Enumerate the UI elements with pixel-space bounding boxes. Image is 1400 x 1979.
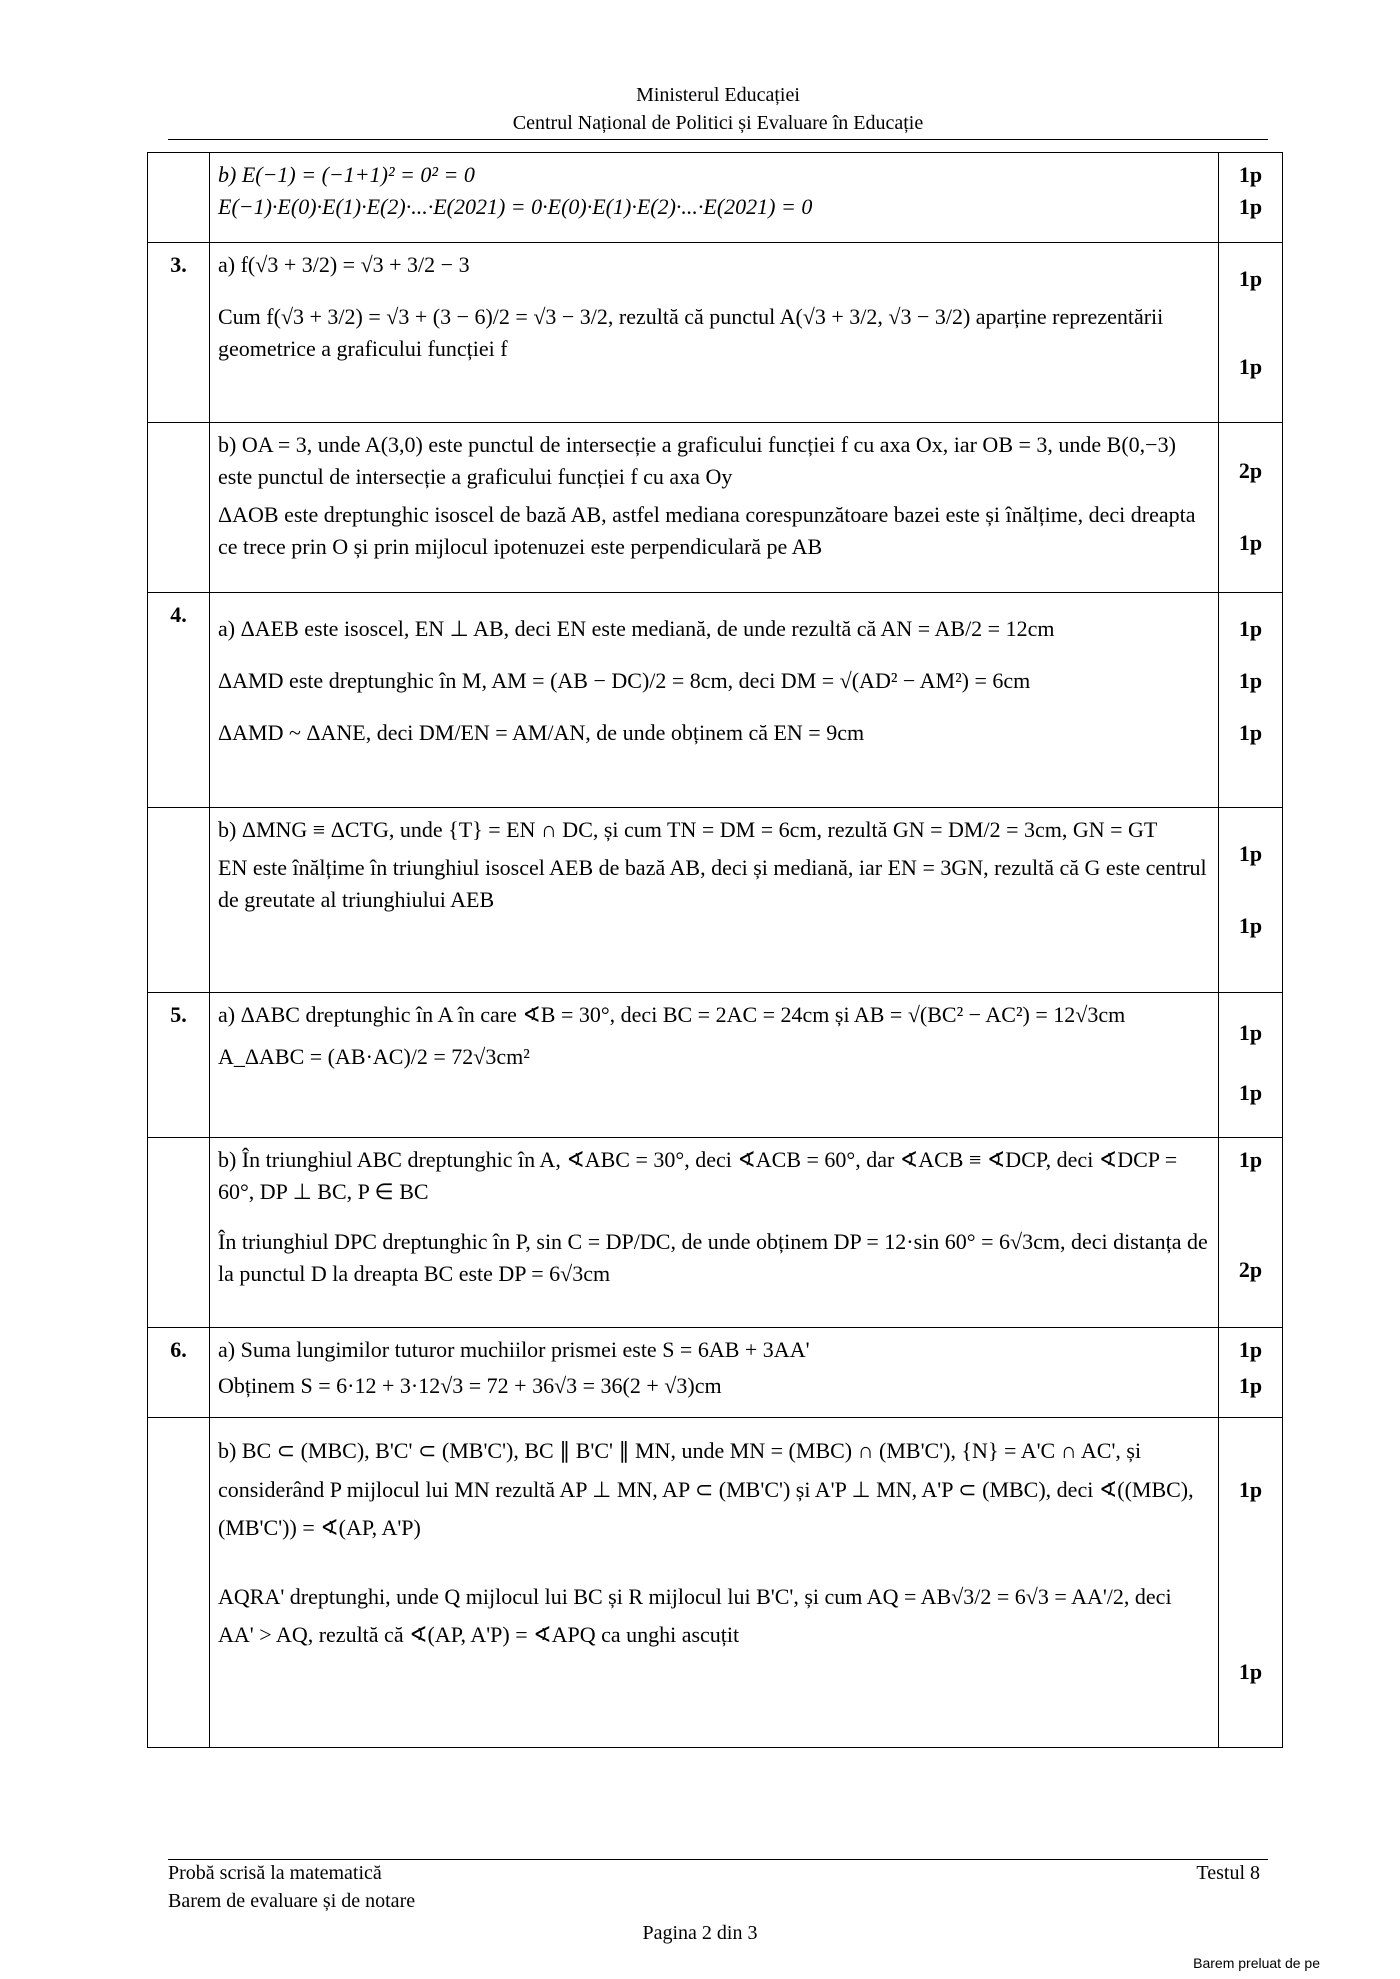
item-number bbox=[148, 808, 210, 993]
table-row bbox=[148, 1418, 1283, 1748]
item-number: 3. bbox=[148, 243, 210, 423]
points-value: 1p bbox=[1238, 667, 1263, 693]
points-value: 1p bbox=[1238, 841, 1263, 866]
solution-cell bbox=[210, 243, 1219, 423]
points-cell bbox=[1219, 1328, 1283, 1418]
solution-line: a) f(√3 + 3/2) = √3 + 3/2 − 3 bbox=[218, 252, 470, 277]
solution-line: a) ΔABC dreptunghic în A în care ∢B = 30°, deci BC = 2AC = 24cm și AB = √(BC² − AC²) = 12√3cm bbox=[218, 1002, 1126, 1027]
solution-cell bbox=[210, 993, 1219, 1138]
solution-cell bbox=[210, 808, 1219, 993]
points-cell bbox=[1219, 243, 1283, 423]
points-value: 1p bbox=[1238, 162, 1263, 187]
points-cell bbox=[1219, 1418, 1283, 1748]
solution-line: ΔAMD ~ ΔANE, deci DM/EN = AM/AN, de unde obținem că EN = 9cm bbox=[218, 719, 865, 745]
solution-cell bbox=[210, 593, 1219, 808]
footer-exam-name: Probă scrisă la matematică bbox=[168, 1862, 382, 1884]
solution-line: În triunghiul DPC dreptunghic în P, sin C = DP/DC, de unde obținem DP = 12·sin 60° = 6√3cm, deci distanța de la punctul D la dreapta BC este DP = 6√3cm bbox=[218, 1228, 1208, 1286]
solution-cell bbox=[210, 1418, 1219, 1748]
solution-line: EN este înălțime în triunghiul isoscel AEB de bază AB, deci și mediană, iar EN = 3GN, rezultă că G este centrul de greutate al triunghiului AEB bbox=[218, 854, 1207, 912]
item-number: 5. bbox=[148, 993, 210, 1138]
points-cell bbox=[1219, 423, 1283, 593]
header-ministry: Ministerul Educației bbox=[636, 84, 800, 106]
item-number bbox=[148, 153, 210, 243]
header-divider bbox=[168, 139, 1268, 140]
table-row bbox=[148, 1328, 1283, 1418]
solution-line: b) ΔMNG ≡ ΔCTG, unde {T} = EN ∩ DC, și cum TN = DM = 6cm, rezultă GN = DM/2 = 3cm, GN = GT bbox=[218, 817, 1158, 842]
solution-line: ΔAOB este dreptunghic isoscel de bază AB, astfel mediana corespunzătoare bazei este și înălțime, deci dreapta ce trece prin O și prin mijlocul ipotenuzei este perpendiculară pe AB bbox=[218, 501, 1196, 559]
points-value: 1p bbox=[1238, 266, 1263, 291]
solution-line: Cum f(√3 + 3/2) = √3 + (3 − 6)/2 = √3 − 3/2, rezultă că punctul A(√3 + 3/2, √3 − 3/2) aparține reprezentării geometrice a graficului funcției f bbox=[218, 303, 1164, 361]
page-number: Pagina 2 din 3 bbox=[642, 1922, 758, 1944]
points-value: 1p bbox=[1238, 1020, 1263, 1045]
table-row bbox=[148, 1138, 1283, 1328]
points-value: 1p bbox=[1238, 616, 1263, 641]
points-value: 1p bbox=[1238, 1658, 1263, 1684]
footer-barem-label: Barem de evaluare și de notare bbox=[168, 1890, 416, 1912]
table-row bbox=[148, 243, 1283, 423]
item-number: 6. bbox=[148, 1328, 210, 1418]
points-cell bbox=[1219, 153, 1283, 243]
solution-line: E(−1)·E(0)·E(1)·E(2)·...·E(2021) = 0·E(0)·E(1)·E(2)·...·E(2021) = 0 bbox=[218, 193, 813, 219]
solution-line: b) În triunghiul ABC dreptunghic în A, ∢ABC = 30°, deci ∢ACB = 60°, dar ∢ACB ≡ ∢DCP, deci ∢DCP = 60°, DP ⊥ BC, P ∈ BC bbox=[218, 1147, 1178, 1204]
solution-cell bbox=[210, 423, 1219, 593]
item-number bbox=[148, 1138, 210, 1328]
points-cell bbox=[1219, 993, 1283, 1138]
points-value: 1p bbox=[1238, 353, 1263, 379]
footer-test-number: Testul 8 bbox=[1196, 1862, 1260, 1884]
solution-line: a) Suma lungimilor tuturor muchiilor prismei este S = 6AB + 3AA' bbox=[218, 1337, 810, 1362]
solution-line: b) E(−1) = (−1+1)² = 0² = 0 bbox=[218, 162, 475, 187]
points-cell bbox=[1219, 593, 1283, 808]
solution-cell bbox=[210, 153, 1219, 243]
item-number bbox=[148, 1418, 210, 1748]
item-number: 4. bbox=[148, 593, 210, 808]
points-value: 1p bbox=[1238, 1337, 1263, 1362]
points-value: 2p bbox=[1238, 1256, 1263, 1282]
points-value: 1p bbox=[1238, 193, 1263, 219]
solution-cell bbox=[210, 1328, 1219, 1418]
table-row bbox=[148, 423, 1283, 593]
table-row bbox=[148, 808, 1283, 993]
solution-line: b) BC ⊂ (MBC), B'C' ⊂ (MB'C'), BC ∥ B'C' ∥ MN, unde MN = (MBC) ∩ (MB'C'), {N} = A'C ∩ AC', și considerând P mijlocul lui MN rezultă AP ⊥ MN, AP ⊂ (MB'C') și A'P ⊥ MN, A'P ⊂ (MBC), deci ∢((MBC),(MB'C')) = ∢(AP, A'P) bbox=[218, 1438, 1194, 1540]
solution-line: a) ΔAEB este isoscel, EN ⊥ AB, deci EN este mediană, de unde rezultă că AN = AB/2 = 12cm bbox=[218, 616, 1055, 641]
table-row bbox=[148, 593, 1283, 808]
points-value: 1p bbox=[1238, 1372, 1263, 1398]
source-note: Barem preluat de pe bbox=[1193, 1955, 1320, 1971]
grading-table bbox=[147, 152, 1283, 1748]
table-row bbox=[148, 993, 1283, 1138]
points-value: 1p bbox=[1238, 1079, 1263, 1105]
table-row bbox=[148, 153, 1283, 243]
solution-line: b) OA = 3, unde A(3,0) este punctul de intersecție a graficului funcției f cu axa Ox, iar OB = 3, unde B(0,−3) este punctul de intersecție a graficului funcției f cu axa Oy bbox=[218, 432, 1176, 489]
solution-line: A_ΔABC = (AB·AC)/2 = 72√3cm² bbox=[218, 1043, 530, 1069]
footer-divider bbox=[168, 1859, 1268, 1860]
points-cell bbox=[1219, 1138, 1283, 1328]
solution-cell bbox=[210, 1138, 1219, 1328]
points-value: 1p bbox=[1238, 529, 1263, 555]
points-value: 1p bbox=[1238, 912, 1263, 938]
points-value: 2p bbox=[1238, 458, 1263, 483]
item-number bbox=[148, 423, 210, 593]
points-value: 1p bbox=[1238, 1477, 1263, 1502]
points-value: 1p bbox=[1238, 1147, 1263, 1172]
points-value: 1p bbox=[1238, 719, 1263, 745]
solution-line: AQRA' dreptunghi, unde Q mijlocul lui BC și R mijlocul lui B'C', și cum AQ = AB√3/2 = 6√3 = AA'/2, deci AA' > AQ, rezultă că ∢(AP, A'P) = ∢APQ ca unghi ascuțit bbox=[218, 1583, 1172, 1647]
points-cell bbox=[1219, 808, 1283, 993]
header-center: Centrul Național de Politici și Evaluare în Educație bbox=[512, 112, 924, 134]
solution-line: ΔAMD este dreptunghic în M, AM = (AB − DC)/2 = 8cm, deci DM = √(AD² − AM²) = 6cm bbox=[218, 667, 1031, 693]
solution-line: Obținem S = 6·12 + 3·12√3 = 72 + 36√3 = 36(2 + √3)cm bbox=[218, 1372, 722, 1398]
